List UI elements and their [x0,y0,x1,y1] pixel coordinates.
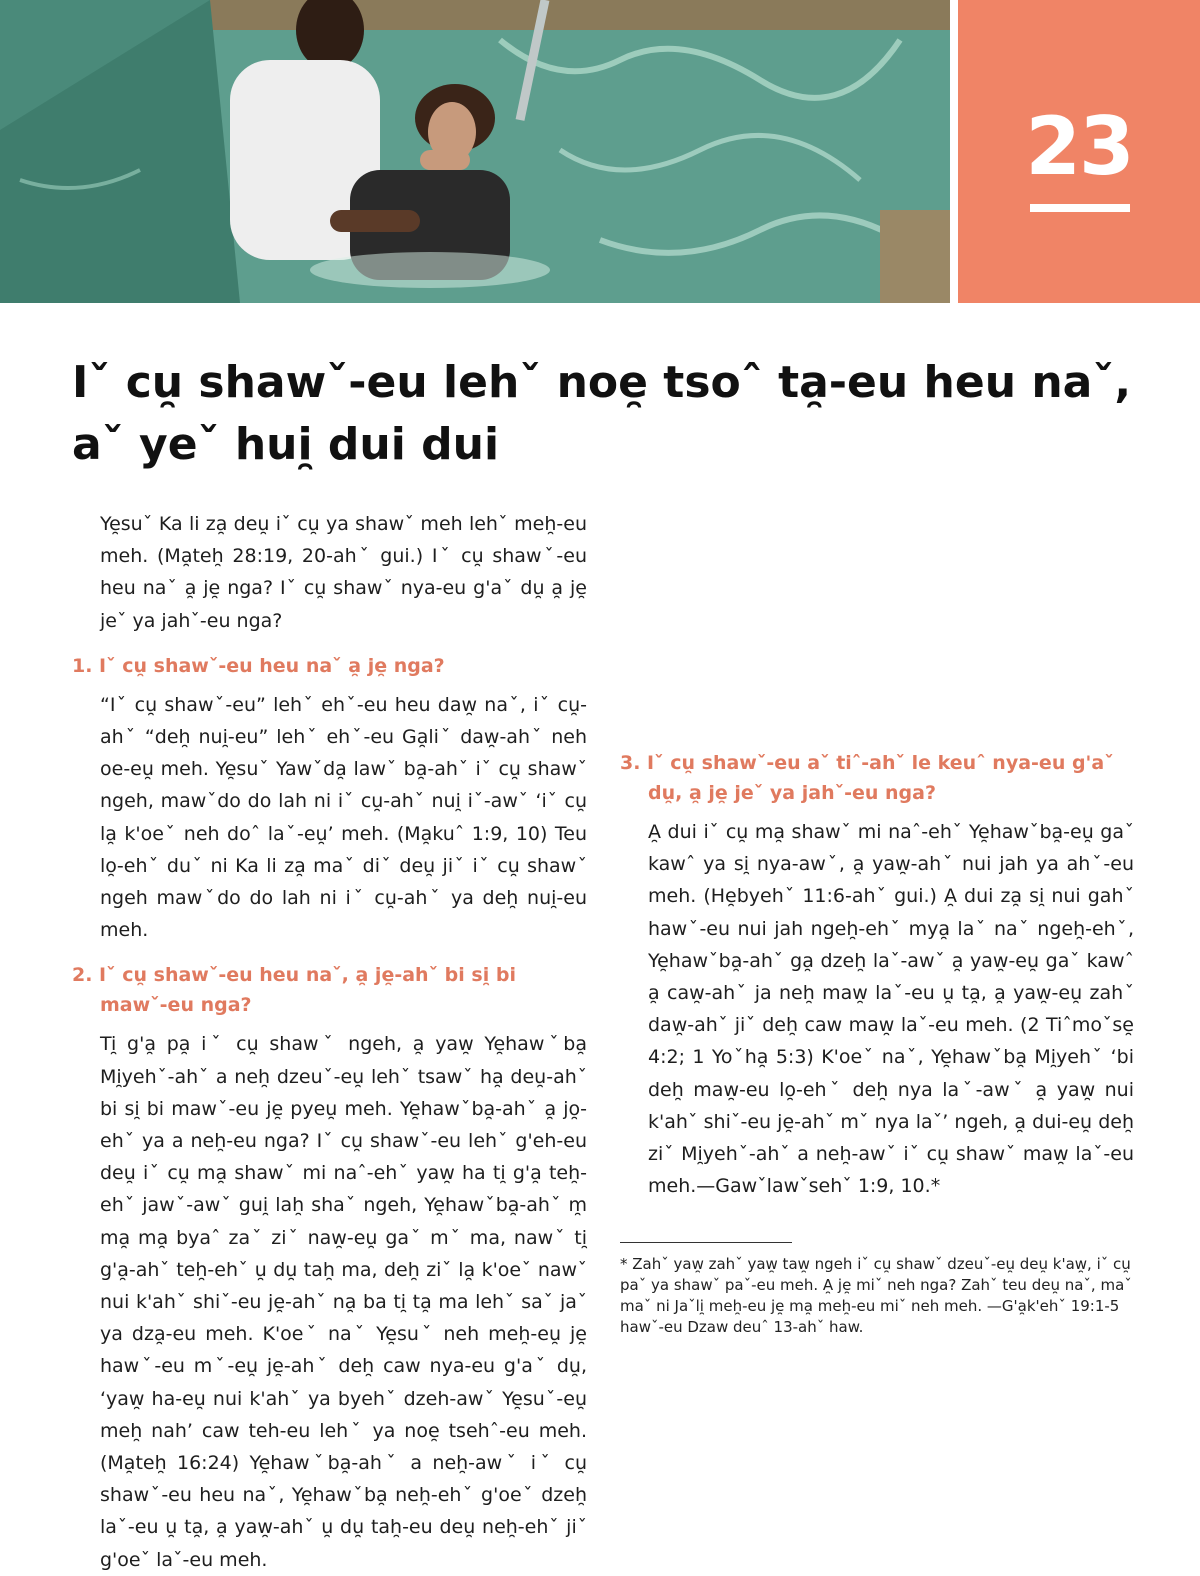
footnote-divider [620,1242,792,1243]
page-title: Iˇ cu̯ shawˇ-eu lehˇ noe̯ tsoˆ ta̯-eu heu naˇ, aˇ yeˇ hui̯ dui dui [72,357,1132,470]
lesson-number-underline [1030,204,1130,212]
lesson-number: 23 [1025,100,1133,193]
right-column [620,508,1134,1232]
left-column [72,508,587,1571]
question-2-answer: Ti̯ g'a̯ pa̯ iˇ cu̯ shawˇ ngeh, a̯ yaw̯ Ye̯hawˇba̯ Mi̯yehˇ-ahˇ a neh̯ dzeuˇ-eu̯ lehˇ tsawˇ ha̯ deu̯-ahˇ bi si̯ bi mawˇ-eu je̯ pyeu̯ meh. Ye̯hawˇba̯-ahˇ a̯ jo̯-ehˇ ya a neh̯-eu nga? Iˇ cu̯ shawˇ-eu lehˇ g'eh-eu deu̯ iˇ cu̯ ma̯ shawˇ mi naˆ-ehˇ yaw̯ ha ti̯ g'a̯ teh̯-ehˇ jawˇ-awˇ gui̯ lah̯ shaˇ ngeh, Ye̯hawˇba̯-ahˇ m̯ ma̯ ma̯ byaˆ zaˇ ziˇ naw̯-eu̯ gaˇ mˇ ma, nawˇ ti̯ g'a̯-ahˇ teh̯-ehˇ u̯ du̯ tah̯ ma, deh̯ ziˇ la̯ k'oeˇ nawˇ nui k'ahˇ shiˇ-eu je̯-ahˇ na̯ ba ti̯ ta̯ ma lehˇ saˇ jaˇ ya dza̯-eu meh. K'oeˇ naˇ Ye̯suˇ neh meh̯-eu̯ je̯ hawˇ-eu mˇ-eu̯ je̯-ahˇ deh̯ caw nya-eu g'aˇ du̯, ‘yaw̯ ha-eu̯ nui k'ahˇ ya byehˇ dzeh-awˇ Ye̯suˇ-eu̯ meh̯ nah’ caw teh-eu lehˇ ya noe̯ tsehˆ-eu meh. (Ma̯teh̯ 16:24) Ye̯hawˇba̯-ahˇ a neh̯-awˇ iˇ cu̯ shawˇ-eu heu naˇ, Ye̯hawˇba̯ neh̯-ehˇ g'oeˇ dzeh̯ laˇ-eu u̯ ta̯, a̯ yaw̯-ahˇ u̯ du̯ tah̯-eu deu̯ neh̯-ehˇ jiˇ g'oeˇ laˇ-eu meh. [100,1033,587,1571]
question-1-title: 1. Iˇ cu̯ shawˇ-eu heu naˇ a̯ je̯ nga? [72,654,445,677]
question-1-answer: “Iˇ cu̯ shawˇ-eu” lehˇ ehˇ-eu heu daw̯ naˇ, iˇ cu̯-ahˇ “deh̯ nui̯-eu” lehˇ ehˇ-eu Ga̯liˇ daw̯-ahˇ neh oe-eu̯ meh. Ye̯suˇ Yawˇda̯ lawˇ ba̯-ahˇ iˇ cu̯ shawˇ ngeh, mawˇdo do lah ni iˇ cu̯-ahˇ nui̯ iˇ-awˇ ‘iˇ cu̯ la̯ k'oeˇ neh doˆ laˇ-eu̯’ meh. (Ma̯kuˆ 1:9, 10) Teu lo̯-ehˇ duˇ ni Ka li za̯ maˇ diˇ deu̯ jiˇ iˇ cu̯ shawˇ ngeh mawˇdo do lah ni iˇ cu̯-ahˇ ya deh̯ nui̯-eu meh. [100,693,587,942]
question-3-answer: A̯ dui iˇ cu̯ ma̯ shawˇ mi naˆ-ehˇ Ye̯hawˇba̯-eu̯ gaˇ kawˆ ya si̯ nya-awˇ, a̯ yaw̯-ahˇ nui jah ya ahˇ-eu meh. (He̯byehˇ 11:6-ahˇ gui.) A̯ dui za̯ si̯ nui gahˇ hawˇ-eu nui jah ngeh̯-ehˇ mya̯ laˇ naˇ ngeh̯-ehˇ, Ye̯hawˇba̯-ahˇ ga̯ dzeh̯ laˇ-awˇ a̯ yaw̯-eu̯ gaˇ kawˆ a̯ caw̯-ahˇ ja neh̯ maw̯ laˇ-eu u̯ ta̯, a̯ yaw̯-eu̯ zahˇ daw̯-ahˇ jiˇ deh̯ caw maw̯ laˇ-eu meh. (2 Tiˆmoˇse̯ 4:2; 1 Yoˇha̯ 5:3) K'oeˇ naˇ, Ye̯hawˇba̯ Mi̯yehˇ ‘bi deh̯ maw̯-eu lo̯-ehˇ deh̯ nya laˇ-awˇ a̯ yaw̯ nui k'ahˇ shiˇ-eu je̯-ahˇ mˇ nya laˇ’ ngeh, a̯ dui-eu̯ deh̯ ziˇ Mi̯yehˇ-ahˇ a neh̯-awˇ iˇ cu̯ shawˇ maw̯ laˇ-eu meh.—Gawˇlawˇsehˇ 1:9, 10.* [648,821,1134,1198]
question-3-title: 3. Iˇ cu̯ shawˇ-eu aˇ tiˆ-ahˇ le keuˆ nya-eu g'aˇ du̯, a̯ je̯ jeˇ ya jahˇ-eu nga? [620,752,1114,804]
baptism-photo [0,0,950,303]
footnote: * Zahˇ yaw̯ zahˇ yaw̯ taw̯ ngeh iˇ cu̯ shawˇ dzeuˇ-eu̯ deu̯ k'aw̯, iˇ cu̯ paˇ ya shawˇ paˇ-eu meh. A̯ je̯ miˇ neh nga? Zahˇ teu deu̯ naˇ, maˇ maˇ ni Jaˇli̯ meh̯-eu je̯ ma̯ meh̯-eu miˇ neh meh. —G'a̯k'ehˇ 19:1-5 hawˇ-eu Dzaw deuˆ 13-ahˇ haw. [620,1255,1132,1336]
intro-paragraph: Ye̯suˇ Ka li za̯ deu̯ iˇ cu̯ ya shawˇ meh lehˇ meh̯-eu meh. (Ma̯teh̯ 28:19, 20-ahˇ gui.) Iˇ cu̯ shawˇ-eu heu naˇ a̯ je̯ nga? Iˇ cu̯ shawˇ nya-eu g'aˇ du̯ a̯ je̯ jeˇ ya jahˇ-eu nga? [100,513,587,632]
lesson-number-box [958,0,1200,303]
question-2-title: 2. Iˇ cu̯ shawˇ-eu heu naˇ, a̯ je̯-ahˇ bi si̯ bi mawˇ-eu nga? [72,964,516,1017]
hero-photo [0,0,950,303]
